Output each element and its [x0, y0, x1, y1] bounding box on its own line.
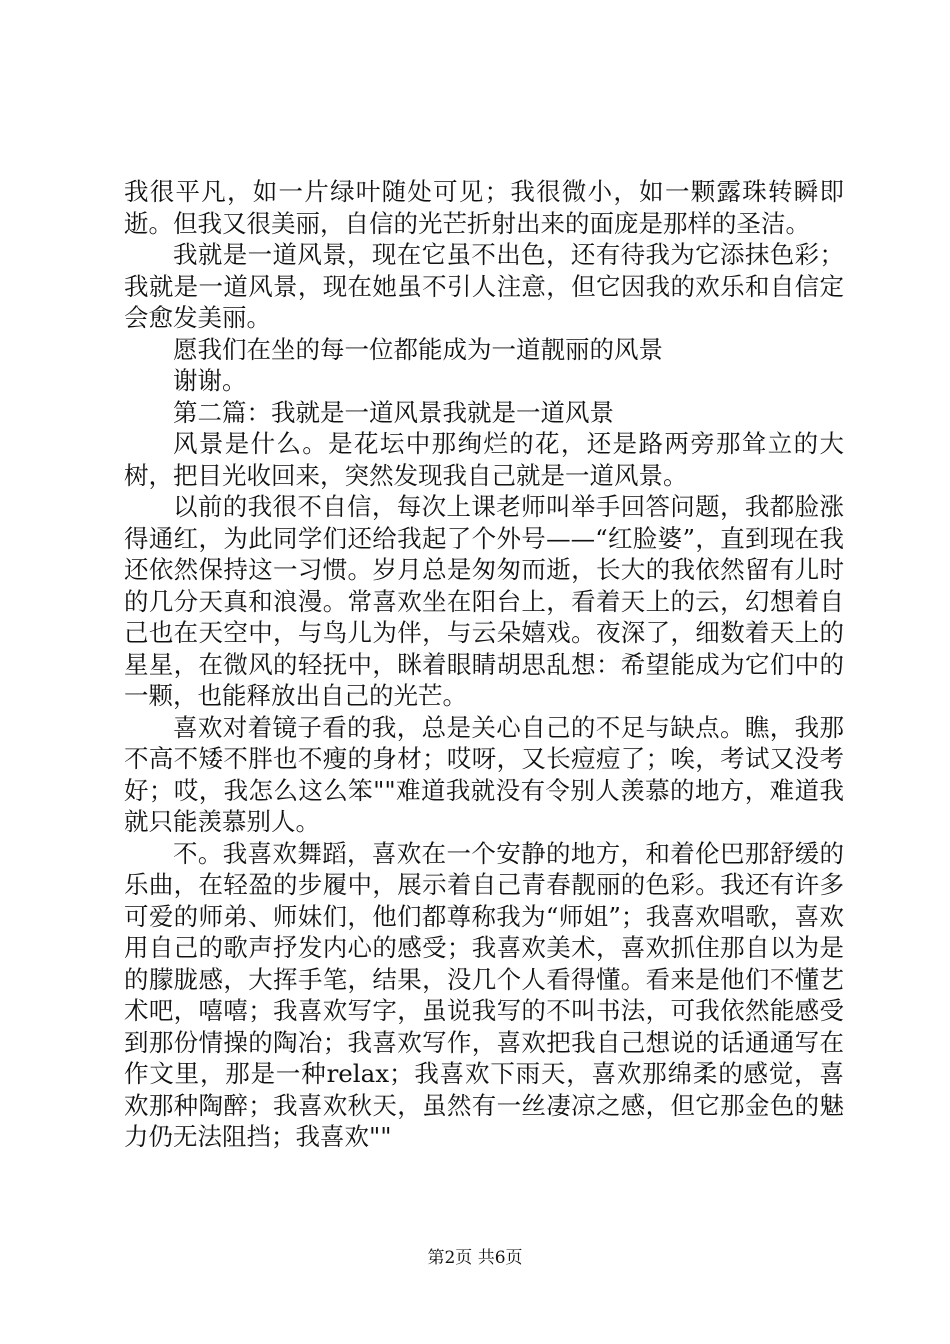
paragraph-9: 不。我喜欢舞蹈，喜欢在一个安静的地方，和着伦巴那舒缓的乐曲，在轻盈的步履中，展示着自己青春靓丽的色彩。我还有许多可爱的师弟、师妹们，他们都尊称我为“师姐”；我喜欢唱歌，喜欢用自己的歌声抒发内心的感受；我喜欢美术，喜欢抓住那自以为是的朦胧感，大挥手笔，结果，没几个人看得懂。看来是他们不懂艺术吧，嘻嘻；我喜欢写字，虽说我写的不叫书法，可我依然能感受到那份情操的陶冶；我喜欢写作，喜欢把我自己想说的话通通写在作文里，那是一种relax；我喜欢下雨天，喜欢那绵柔的感觉，喜欢那种陶醉；我喜欢秋天，虽然有一丝凄凉之感，但它那金色的魅力仍无法阻挡；我喜欢""	[124, 838, 844, 1151]
paragraph-1: 我很平凡，如一片绿叶随处可见；我很微小，如一颗露珠转瞬即逝。但我又很美丽，自信的光芒折射出来的面庞是那样的圣洁。	[124, 177, 844, 238]
paragraph-6: 风景是什么。是花坛中那绚烂的花，还是路两旁那耸立的大树，把目光收回来，突然发现我自己就是一道风景。	[124, 429, 844, 490]
paragraph-7: 以前的我很不自信，每次上课老师叫举手回答问题，我都脸涨得通红，为此同学们还给我起了个外号——“红脸婆”，直到现在我还依然保持这一习惯。岁月总是匆匆而逝，长大的我依然留有儿时的几分天真和浪漫。常喜欢坐在阳台上，看着天上的云，幻想着自己也在天空中，与鸟儿为伴，与云朵嬉戏。夜深了，细数着天上的星星，在微风的轻抚中，眯着眼睛胡思乱想：希望能成为它们中的一颗，也能释放出自己的光芒。	[124, 492, 844, 710]
paragraph-8: 喜欢对着镜子看的我，总是关心自己的不足与缺点。瞧，我那不高不矮不胖也不瘦的身材；哎呀，又长痘痘了；唉，考试又没考好；哎，我怎么这么笨""难道我就没有令别人羡慕的地方，难道我就只能羡慕别人。	[124, 712, 844, 836]
paragraph-3: 愿我们在坐的每一位都能成为一道靓丽的风景	[173, 334, 663, 364]
page-number-footer: 第2页 共6页	[427, 1248, 523, 1268]
section-heading: 第二篇：我就是一道风景我就是一道风景	[173, 397, 614, 427]
document-body	[124, 176, 844, 1153]
paragraph-2: 我就是一道风景，现在它虽不出色，还有待我为它添抹色彩；我就是一道风景，现在她虽不引人注意，但它因我的欢乐和自信定会愈发美丽。	[124, 240, 844, 332]
paragraph-4: 谢谢。	[173, 366, 247, 395]
